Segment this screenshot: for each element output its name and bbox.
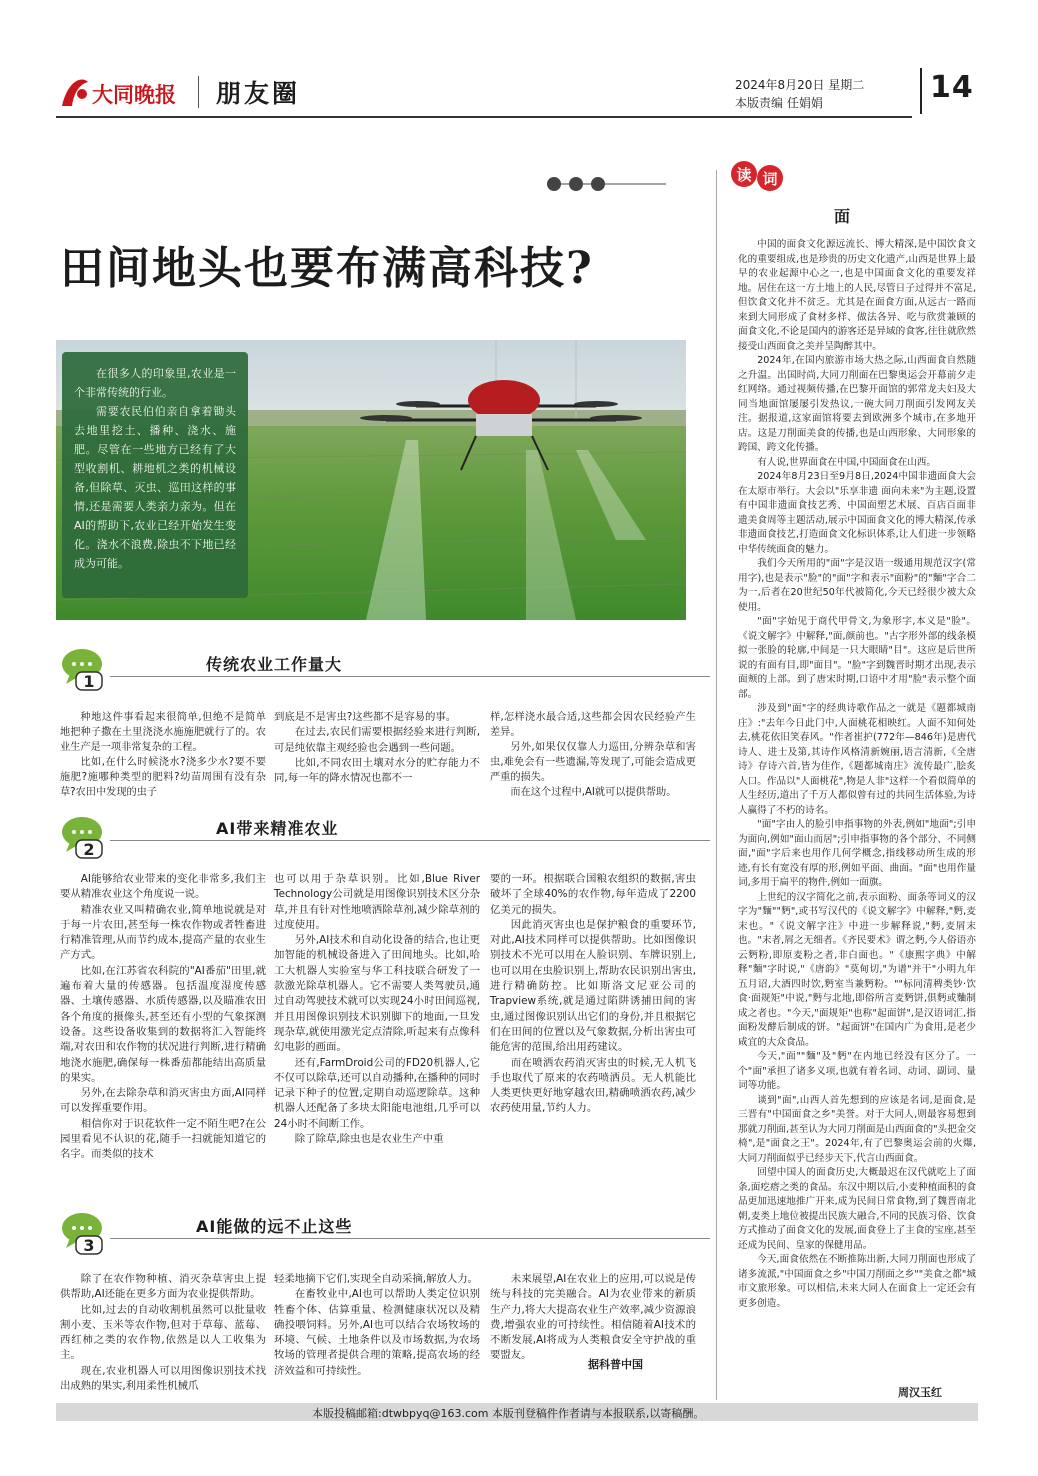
- section-name: 朋友圈: [216, 79, 301, 108]
- paragraph: 上世纪的汉字简化之前,表示面粉、面条等词义的汉字为"麵""麪",或书写汉代的《说文解字》中解释,"麪,麦末也。"《说文解字注》中进一步解释说,"麪,麦屑末也。"末者,屑之无细者。《齐民要术》谓之麪,今人俗语亦云麪粉,即原麦粉之者,非白面也。"《康熙字典》中解释"麵"字时说,"《唐韵》"莫甸切,"为谱"并干"小明九年五月诏,大酒四时饮,麪室当兼麪粉。""标同清稗类钞·饮食·面规矩"中说,"麪与北地,即俗所言麦麪饼,俱麪或麯制成之者也。"今天,"面规矩"也称"起面饼",是汉语词汇,指面粉发酵后制成的饼。"起面饼"在国内广为食用,是老少咸宜的大众食品。: [738, 891, 976, 1048]
- intro-text: [74, 364, 236, 573]
- paragraph: 种地这件事看起来很简单,但绝不是简单地把种子撒在土里浇浇水施施肥就行了的。农业生产是一项非常复杂的工程。: [60, 712, 266, 753]
- issue-date: 2024年8月20日 星期二: [735, 78, 865, 92]
- paragraph: 今天,面食依然在不断推陈出新,大同刀削面也形成了诸多流派,"中国面食之乡"中国刀削面之乡""美食之都"城市文旅形象。可以相信,未来大同人在面食上一定还会有更多创造。: [738, 1254, 976, 1309]
- paragraph: 在过去,农民们需要根据经验来进行判断,可是纯依靠主观经验也会遇到一些问题。: [274, 726, 480, 754]
- paragraph: 比如,过去的自动收割机虽然可以批量收割小麦、玉米等农作物,但对于草莓、蓝莓、西红柿之类的农作物,依然是以人工收集为主。: [60, 1303, 266, 1362]
- badge-char: 词: [762, 170, 778, 188]
- paragraph: 现在,农业机器人可以用图像识别技术找出成熟的果实,利用柔性机械爪: [60, 1364, 266, 1393]
- intro-paragraph: 需要农民伯伯亲自拿着锄头去地里挖土、播种、浇水、施肥。尽管在一些地方已经有了大型收割机、耕地机之类的机械设备,但除草、灭虫、巡田这样的事情,还是需要人类亲力亲为。但在AI的帮助下,农业已经开始发生变化。浇水不浪费,除虫不下地已经成为可能。: [74, 405, 236, 570]
- paragraph: 因此消灭害虫也是保护粮食的重要环节,对此,AI技术同样可以提供帮助。比如图像识别技术不光可以用在人脸识别、车牌识别上,也可以用在虫脸识别上,帮助农民识别出害虫,进行精确防控。比如斯洛文尼亚公司的Trapview系统,就是通过陷阱诱捕田间的害虫,通过图像识别认出它们的身份,并且根据它们在田间的位置以及气象数据,分析出害虫可能危害的范围,给出用药建议。: [490, 918, 696, 1054]
- paragraph: 另外,AI技术和自动化设备的结合,也让更加智能的机械设备进入了田间地头。比如,哈工大机器人实验室与华工科技联合研发了一款激光除草机器人。它不需要人类驾驶员,通过自动驾驶技术就可以实现24小时田间巡视,并且用图像识别技术识别脚下的地面,一旦发现杂草,就使用激光定点清除,听起来有点像科幻电影的画面。: [274, 934, 480, 1054]
- logo-text: 大同晚报: [92, 82, 176, 107]
- speech-bubble-icon: [60, 814, 110, 860]
- section-title: 传统农业工作量大: [206, 655, 343, 674]
- paragraph: 在畜牧业中,AI也可以帮助人类定位识别牲畜个体、估算重量、检测健康状况以及精确投喂饲料。另外,AI也可以结合农场牧场的环境、气候、土地条件以及市场数据,为农场牧场的管理者提供合理的策略,提高农场的经济效益和可持续性。: [274, 1288, 480, 1377]
- text-column: [490, 1272, 696, 1364]
- article-source: 据科普中国: [588, 1358, 643, 1371]
- paragraph: 我们今天所用的"面"字是汉语一级通用规范汉字(常用字),也是表示"脸"的"面"字和表示"面粉"的"麵"字合二为一,后者在20世纪50年代被简化,今天已经很少被大众使用。: [738, 558, 976, 613]
- text-column: [274, 710, 480, 786]
- paragraph: 今天,"面""麵"及"麪"在内地已经没有区分了。一个"面"承担了诸多义项,也就有着名词、动词、副词、量词等功能。: [738, 1051, 976, 1091]
- section-number: 1: [83, 672, 95, 691]
- paragraph: 而在喷洒农药消灭害虫的时候,无人机飞手也取代了原来的农药喷洒员。无人机能比人类更快更好地穿越农田,精确喷洒农药,减少农药使用量,节约人力。: [490, 1056, 696, 1115]
- paragraph: 2024年,在国内旅游市场大热之际,山西面食自然随之升温。出国时尚,大同刀削面在巴黎奥运会开幕前夕走红网络。通过视频传播,在巴黎开面馆的郭常龙夫妇及大同当地面馆屡屡引发热议,一碗大同刀削面引发网友关注。据报道,这家面馆将要去到欧洲多个城市,在多地开店。这是刀削面美食的传播,也是山西形象、大同形象的跨国、跨文化传播。: [738, 355, 976, 453]
- speech-bubble-icon: [60, 1210, 110, 1256]
- paragraph: 样,怎样浇水最合适,这些都会因农民经验产生差异。: [490, 712, 696, 738]
- masthead-divider: [198, 76, 199, 108]
- paragraph: 回望中国人的面食历史,大概最迟在汉代就吃上了面条,面疙瘩之类的食品。东汉中期以后,小麦种植面积的食品更加迅速地推广开来,成为民间日常食物,到了魏晋南北朝,麦类上地位被提出民族大融合,不同的民族习俗、饮食方式推动了面食文化的发展,面食登上了主食的宝座,甚至还成为民间、皇家的保健用品。: [738, 1167, 976, 1251]
- read-word-badge-icon: [730, 152, 786, 198]
- paragraph: 而在这个过程中,AI就可以提供帮助。: [510, 787, 677, 798]
- article-headline: 田间地头也要布满高科技?: [60, 243, 594, 294]
- paragraph: 有人说,世界面食在中国,中国面食在山西。: [757, 456, 936, 468]
- section-rule: [110, 676, 710, 677]
- page-editor: 本版责编 任娟娟: [735, 96, 823, 110]
- speech-bubble-icon: [60, 646, 110, 692]
- paragraph: 2024年8月23日至9月8日,2024中国非遗面食大会在太原市举行。大会以"乐享非遗 面向未来"为主题,设置有中国非遗面食技艺秀、中国面塑艺术展、百店百面非遗美食周等主题活动,展示中国面食文化的博大精深,传承非遗面食技艺,打造面食文化标识体系,让人们进一步领略中华传统面食的魅力。: [738, 471, 976, 555]
- paragraph: "面"字始见于商代甲骨文,为象形字,本义是"脸"。《说文解字》中解释,"面,颜前也。"古字形外部的线条模拟一张脸的轮廓,中间是一只大眼睛"目"。这应是后世所说的有面有目,即"面目"。"脸"字到魏晋时期才出现,表示面颊的上部。到了唐宋时期,口语中才用"脸"表示整个面部。: [738, 616, 976, 700]
- sidebar-text: [738, 238, 976, 1311]
- section-title: AI带来精准农业: [216, 819, 339, 838]
- section-rule: [110, 840, 710, 841]
- paragraph: 涉及到"面"字的经典诗歌作品之一就是《题都城南庄》:"去年今日此门中,人面桃花相映红。人面不知何处去,桃花依旧笑春风。"作者崔护(772年—846年)是唐代诗人、进士及第,其诗作风格清新婉丽,语言清新,《全唐诗》存诗六首,皆为佳作,《题都城南庄》流传最广,脍炙人口。作品以"人面桃花",物是人非"这样一个看似简单的人生经历,道出了千万人都似曾有过的共同生活体验,为诗人赢得了不朽的诗名。: [738, 703, 976, 816]
- paragraph: 到底是不是害虫?这些都不是容易的事。: [274, 711, 457, 723]
- sidebar-title: 面: [833, 207, 850, 226]
- paragraph: 相信你对于识花软件一定不陌生吧?在公园里看见不认识的花,随手一扫就能知道它的名字。而类似的技术: [60, 1117, 266, 1161]
- text-column: [60, 1272, 266, 1394]
- paragraph: 另外,如果仅仅靠人力巡田,分辨杂草和害虫,难免会有一些遗漏,等发现了,可能会造成更严重的损失。: [490, 742, 696, 783]
- decorative-dots: [546, 174, 670, 194]
- badge-char: 读: [736, 166, 752, 184]
- page-number: 14: [930, 70, 974, 105]
- paragraph: 除了除草,除虫也是农业生产中重: [294, 1133, 444, 1146]
- section-title: AI能做的远不止这些: [196, 1217, 353, 1236]
- page-number-divider: [920, 68, 922, 114]
- text-column: [274, 872, 480, 1147]
- section-number: 2: [83, 840, 95, 859]
- footer-text: 本版投稿邮箱:dtwbpyq@163.com 本版刊登稿件作者请与本报联系,以寄稿酬。: [312, 1407, 705, 1420]
- paragraph: 比如,在什么时候浇水?浇多少水?要不要施肥?施哪种类型的肥料?幼苗周围有没有杂草?农田中发现的虫子: [60, 757, 266, 798]
- paragraph: AI能够给农业带来的变化非常多,我们主要从精准农业这个角度说一说。: [60, 873, 266, 901]
- intro-paragraph: 在很多人的印象里,农业是一个非常传统的行业。: [74, 367, 236, 399]
- paragraph: "面"字由人的脸引申指事物的外表,例如"地面";引申为面向,例如"面山而居";引申指事物的各个部分、不同侧面,"面"字后来也用作几何学概念,指线移动所生成的形迹,有长有宽没有厚的形,例如平面、曲面。"面"也用作量词,多用于扁平的物件,例如一面旗。: [738, 819, 976, 888]
- text-column: [490, 872, 696, 1117]
- paragraph: 另外,在去除杂草和消灭害虫方面,AI同样可以发挥重要作用。: [60, 1087, 266, 1115]
- paragraph: 比如,不同农田土壤对水分的贮存能力不同,每一年的降水情况也都不一: [274, 756, 480, 785]
- text-column: [60, 872, 266, 1163]
- masthead-rule: [56, 116, 912, 118]
- section-number: 3: [83, 1236, 95, 1255]
- paragraph: 比如,在江苏省农科院的"AI番茄"田里,就遍布着大量的传感器。包括温度湿度传感器、土壤传感器、水质传感器,以及瞄准农田各个角度的摄像头,甚至还有小型的气象探测设备。这些设备收集到的数据将汇入智能终端,对农田和农作物的状况进行判断,进行精确地浇水施肥,确保每一株番茄都能结出高质量的果实。: [60, 964, 266, 1084]
- text-column: [274, 1272, 480, 1379]
- paragraph: 谈到"面",山西人首先想到的应该是名词,是面食,是三晋有"中国面食之乡"美誉。对于大同人,则最容易想到那就刀削面,甚至认为大同刀削面是山西面食的"头把金交椅",是"面食之王"。2024年,有了巴黎奥运会前的火爆,大同刀削面似乎已经步天下,代言山西面食。: [738, 1094, 976, 1164]
- paragraph: 还有,FarmDroid公司的FD20机器人,它不仅可以除草,还可以自动播种,在播种的同时记录下种子的位置,定期自动巡逻除草。这种机器人还配备了多块太阳能电池组,几乎可以24小时不间断工作。: [274, 1056, 480, 1130]
- section-rule: [110, 1238, 710, 1239]
- paragraph: 轻柔地摘下它们,实现全自动采摘,解放人力。: [274, 1273, 479, 1285]
- text-column: [60, 710, 266, 800]
- column-divider: [716, 170, 717, 1400]
- paragraph: 精准农业又叫精确农业,简单地说就是对于每一片农田,甚至每一株农作物或者牲畜进行精准管理,从而节约成本,提高产量的农业生产方式。: [60, 903, 266, 962]
- paragraph: 也可以用于杂草识别。比如,Blue River Technology公司就是用图像识别技术区分杂草,并且有针对性地喷洒除草剂,减少除草剂的过度使用。: [274, 873, 480, 931]
- paragraph: 除了在农作物种植、消灭杂草害虫上提供帮助,AI还能在更多方面为农业提供帮助。: [60, 1273, 266, 1301]
- paragraph: 要的一环。根据联合国粮农组织的数据,害虫破坏了全球40%的农作物,每年造成了2200亿美元的损失。: [490, 873, 696, 916]
- paragraph: 未来展望,AI在农业上的应用,可以说是传统与科技的完美融合。AI为农业带来的新质生产力,将大大提高农业生产效率,减少资源浪费,增强农业的可持续性。相信随着AI技术的不断发展,AI将成为人类粮食安全守护战的重要盟友。: [490, 1273, 696, 1362]
- sidebar-author: 周汉玉红: [898, 1386, 942, 1399]
- newspaper-logo-icon: [58, 72, 186, 112]
- text-column: [490, 710, 696, 800]
- paragraph: 中国的面食文化源远流长、博大精深,是中国饮食文化的重要组成,也是珍贵的历史文化遗产,山西是世界上最早的农业起源中心之一,也是中国面食文化的重要发祥地。居住在这一方土地上的人民,尽管日子过得并不富足,但饮食文化并不贫乏。尤其是在面食方面,从远古一路而来到大同形成了食材多样、做法各异、吃与欣赏兼顾的面食文化,不论是国内的游客还是异域的食客,往往就欣然接受山西面食之美并呈陶醉其中。: [738, 239, 976, 352]
